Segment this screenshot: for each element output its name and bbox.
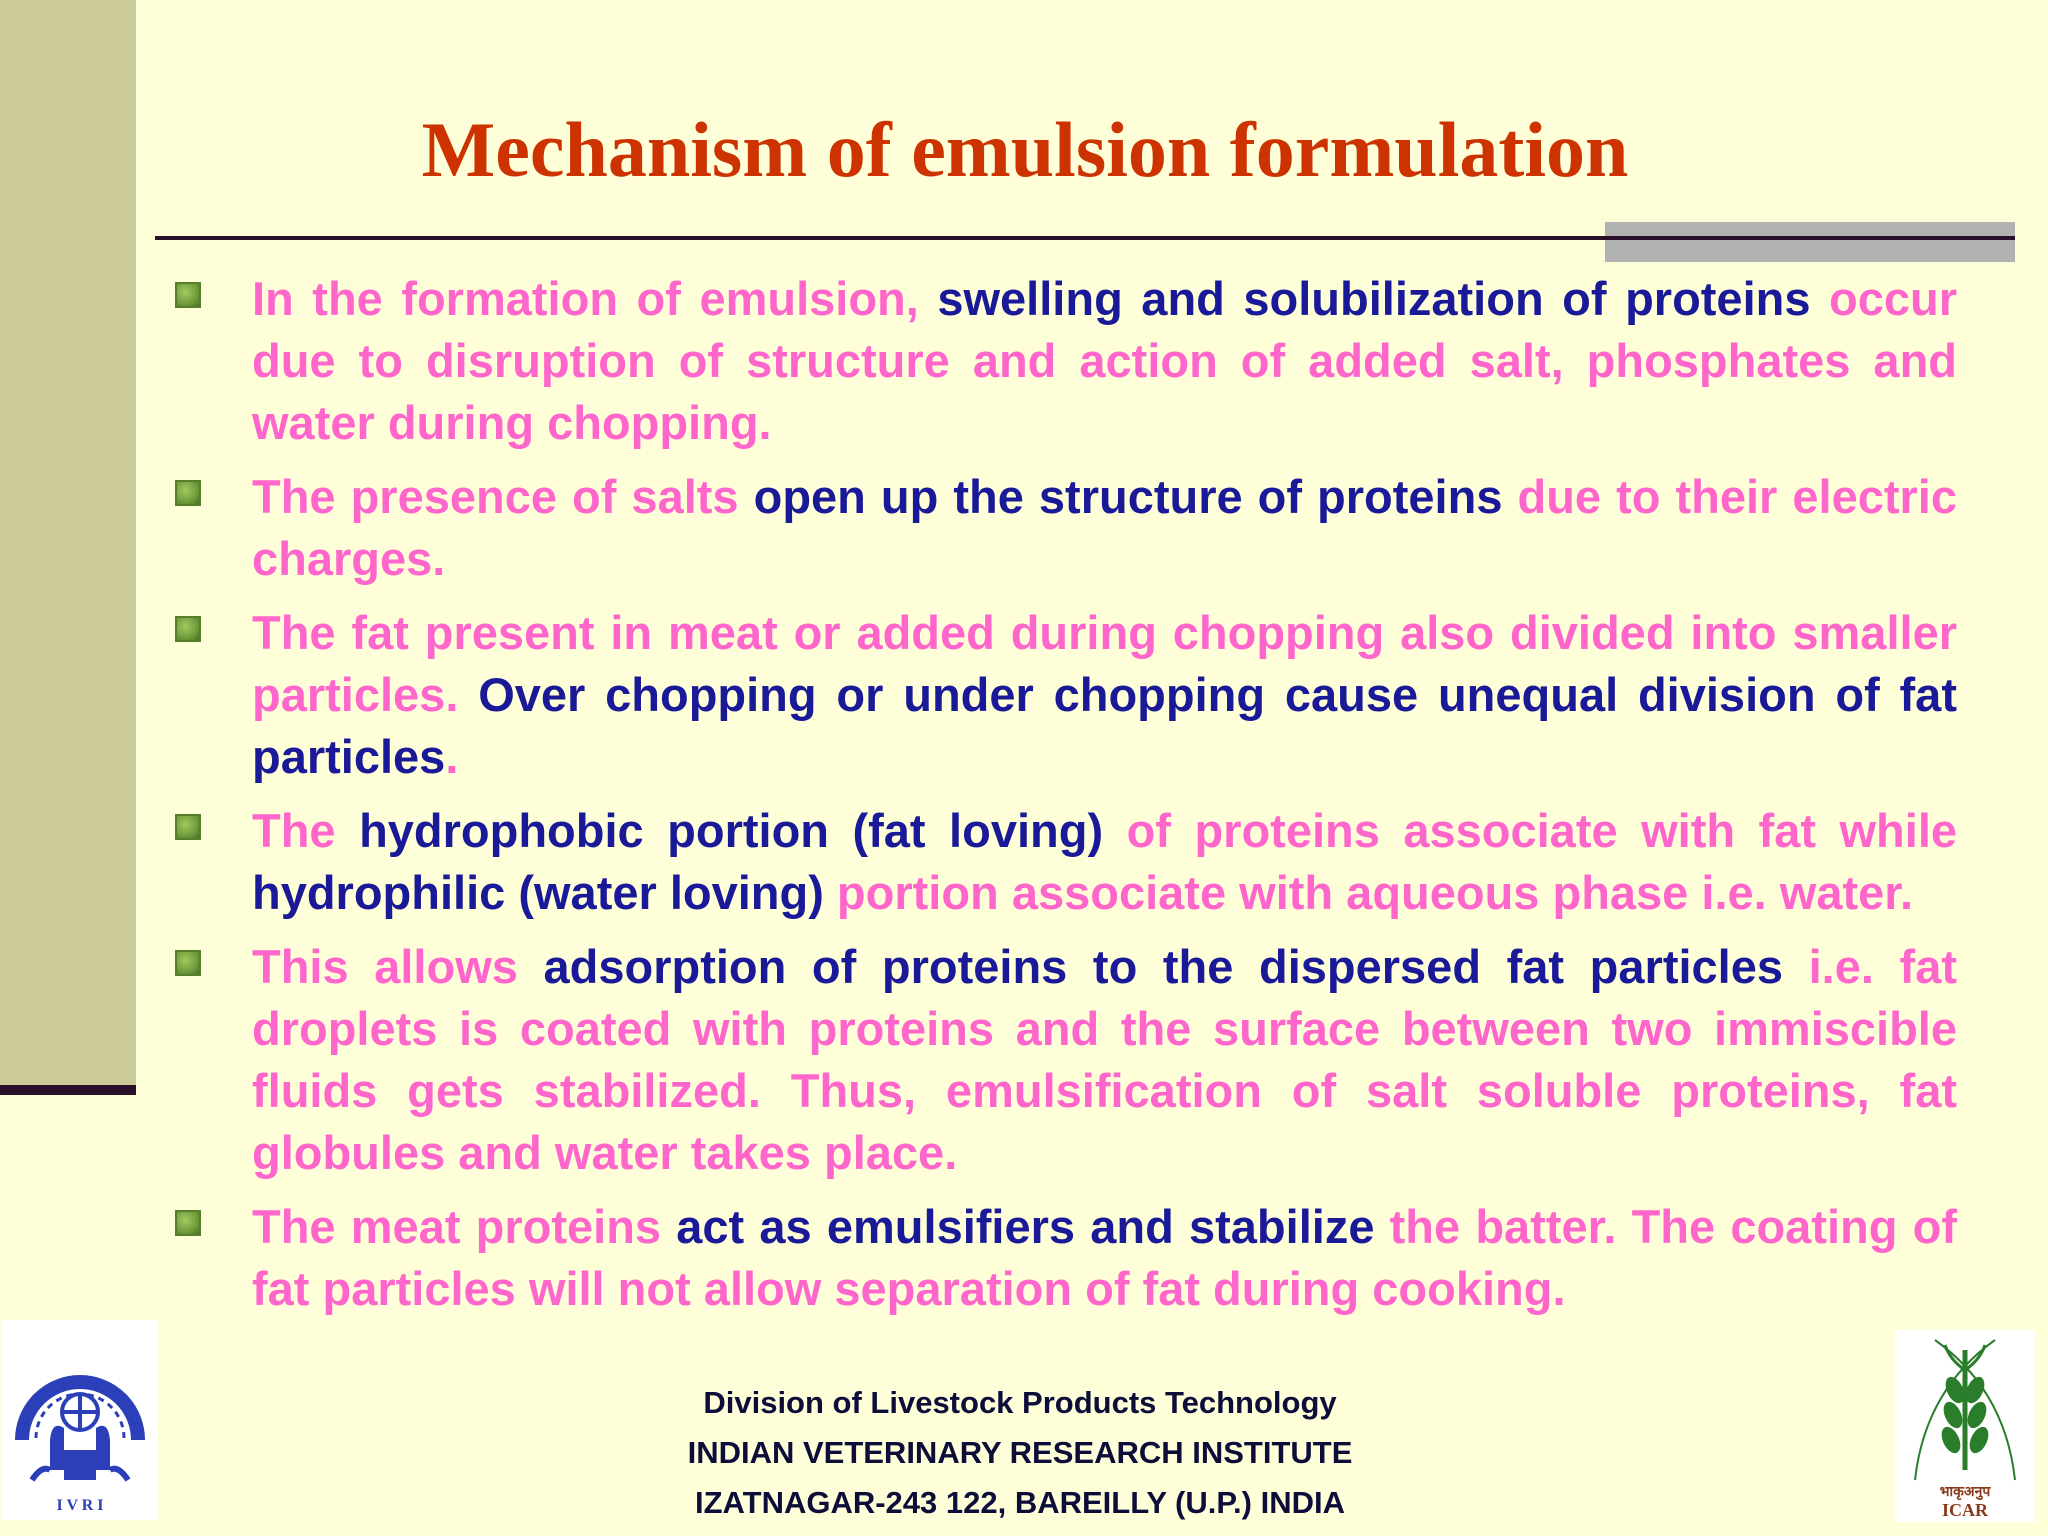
emphasis-text: adsorption of proteins to the dispersed fat particles: [543, 940, 1784, 993]
emphasis-text: open up the structure of proteins: [753, 470, 1503, 523]
bullet-text: In the formation of emulsion,: [252, 272, 938, 325]
bullet-item: [175, 800, 1957, 924]
bullet-item: [175, 602, 1957, 788]
emphasis-text: swelling and solubilization of proteins: [937, 272, 1811, 325]
bullet-text: of proteins associate with fat while: [1103, 804, 1958, 857]
bullet-text: The fat present in meat or added during chopping also divided into smaller particles.: [252, 606, 1957, 721]
bullet-square-icon: [175, 282, 201, 308]
footer-institute: INDIAN VETERINARY RESEARCH INSTITUTE: [687, 1435, 1353, 1470]
slide-title: Mechanism of emulsion formulation: [421, 106, 1629, 193]
bullet-item: [175, 268, 1957, 454]
bullet-text: due to their electric charges.: [252, 470, 1957, 585]
icar-devanagari-label: भाकृअनुप: [1939, 1484, 1991, 1500]
bullet-text: This allows: [252, 940, 544, 993]
ivri-emblem-icon: [2, 1320, 158, 1520]
ivri-logo: [2, 1320, 158, 1520]
bullet-text: The presence of salts: [252, 470, 754, 523]
bullet-text: The: [252, 804, 360, 857]
bullet-item: [175, 1196, 1957, 1320]
bullet-text: The meat proteins: [252, 1200, 677, 1253]
title-rule: [155, 236, 2015, 240]
title-rule-accent: [1605, 222, 2015, 262]
bullet-square-icon: [175, 950, 201, 976]
bullet-list: [175, 268, 1957, 1332]
bullet-square-icon: [175, 814, 201, 840]
emphasis-text: hydrophobic portion (fat loving): [359, 804, 1104, 857]
bullet-text: the batter. The coating of fat particles will not allow separation of fat during cooking.: [252, 1200, 1958, 1315]
footer: [580, 1378, 1460, 1528]
emphasis-text: hydrophilic (water loving): [252, 866, 824, 919]
icar-wheat-icon: [1895, 1330, 2035, 1522]
bullet-square-icon: [175, 616, 201, 642]
bullet-text: portion associate with aqueous phase i.e. water.: [823, 866, 1913, 919]
bullet-text: i.e. fat droplets is coated with proteins and the surface between two immiscible fluids gets stabilized. Thus, emulsification of salt soluble proteins, fat globules and water takes place.: [252, 940, 1957, 1179]
bullet-item: [175, 466, 1957, 590]
footer-address: IZATNAGAR-243 122, BAREILLY (U.P.) INDIA: [695, 1485, 1345, 1520]
emphasis-text: act as emulsifiers and stabilize: [676, 1200, 1375, 1253]
sidebar-panel: [0, 0, 136, 1085]
bullet-item: [175, 936, 1957, 1184]
bullet-text: .: [445, 730, 459, 783]
icar-logo: [1895, 1330, 2035, 1522]
bullet-text: occur due to disruption of structure and action of added salt, phosphates and water during chopping.: [252, 272, 1957, 449]
bullet-square-icon: [175, 1210, 201, 1236]
ivri-logo-label: I V R I: [56, 1497, 104, 1514]
sidebar-edge: [0, 1085, 136, 1095]
emphasis-text: Over chopping or under chopping cause unequal division of fat particles: [252, 668, 1957, 783]
icar-logo-label: ICAR: [1941, 1500, 1989, 1520]
footer-division: Division of Livestock Products Technology: [703, 1385, 1337, 1420]
bullet-square-icon: [175, 480, 201, 506]
